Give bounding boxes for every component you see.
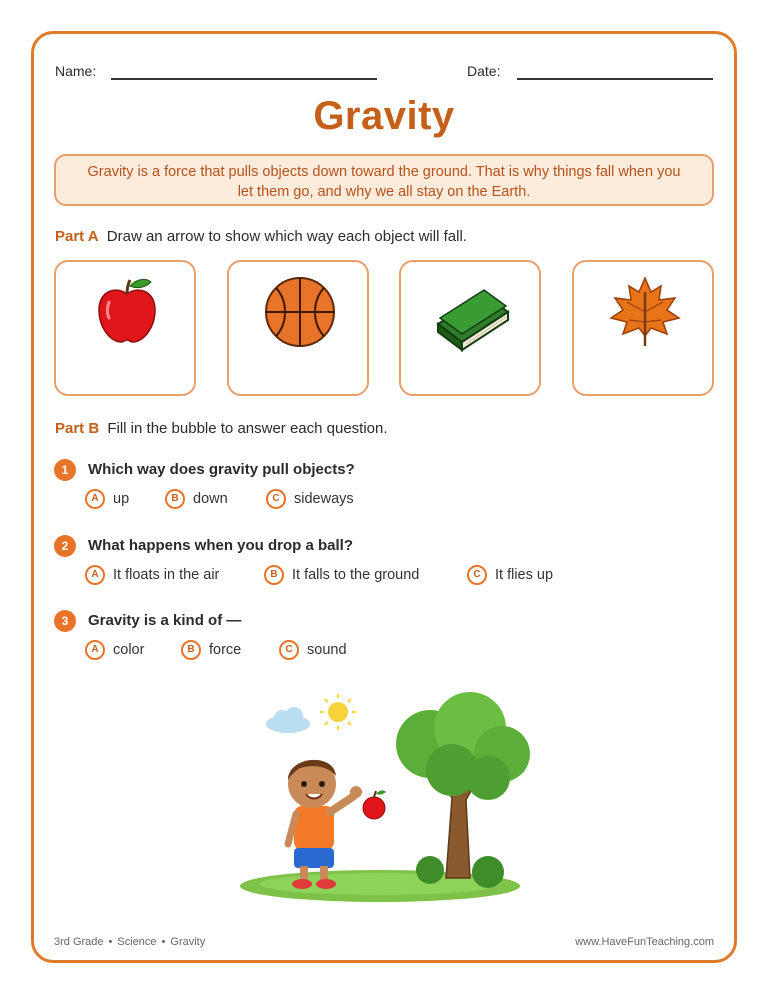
option-text: It floats in the air [113,567,220,583]
object-box-book[interactable] [399,260,541,396]
part-b-label: Part B [55,420,100,437]
footer-site-link[interactable]: www.HaveFunTeaching.com [575,936,714,948]
option-text: sideways [294,491,354,507]
boy-icon [288,760,362,889]
name-label: Name: [55,63,97,79]
answer-bubble[interactable]: A [85,489,105,509]
separator-dot: • [161,936,166,948]
answer-bubble[interactable]: B [264,565,284,585]
intro-box [54,154,714,206]
page-title: Gravity [313,94,455,138]
tree-icon [396,692,530,888]
question-text: What happens when you drop a ball? [88,537,354,554]
part-a-instruction: Draw an arrow to show which way each object will fall. [106,228,467,245]
question-number: 3 [54,610,76,632]
answer-bubble[interactable]: A [85,565,105,585]
option-text: up [113,491,130,507]
option-text: It flies up [495,567,554,583]
question-number: 2 [54,535,76,557]
footer-topic: Gravity [170,936,206,948]
cloud-icon [266,707,310,733]
part-a-heading [55,228,467,245]
footer-left [54,936,205,948]
footer-grade: 3rd Grade [54,936,104,948]
basketball-icon [260,272,340,352]
option-text: force [209,642,242,658]
object-box-leaf[interactable] [572,260,714,396]
name-date-row [55,63,715,85]
part-b-heading [55,420,388,437]
answer-bubble[interactable]: B [165,489,185,509]
question-number: 1 [54,459,76,481]
separator-dot: • [108,936,113,948]
question-text: Which way does gravity pull objects? [88,461,355,478]
option-text: down [193,491,228,507]
answer-bubble[interactable]: C [266,489,286,509]
sun-icon [320,694,356,730]
boy-apple-tree-illustration [230,688,530,908]
date-line[interactable] [517,78,713,80]
apple-icon [87,272,167,352]
option-text: It falls to the ground [292,567,420,583]
question-text: Gravity is a kind of — [88,612,242,629]
leaf-icon [605,272,685,352]
answer-bubble[interactable]: C [467,565,487,585]
part-a-label: Part A [55,228,99,245]
object-box-basketball[interactable] [227,260,369,396]
object-box-apple[interactable] [54,260,196,396]
part-b-instruction: Fill in the bubble to answer each question. [107,420,388,437]
book-icon [432,272,512,352]
answer-bubble[interactable]: C [279,640,299,660]
option-text: color [113,642,145,658]
answer-bubble[interactable]: A [85,640,105,660]
option-text: sound [307,642,347,658]
date-label: Date: [467,63,501,79]
falling-apple-icon [363,790,386,819]
footer-subject: Science [117,936,157,948]
name-line[interactable] [111,78,377,80]
intro-text: Gravity is a force that pulls objects down toward the ground. That is why things fall when you let them go, and why we all stay on the Earth. [87,164,681,200]
answer-bubble[interactable]: B [181,640,201,660]
